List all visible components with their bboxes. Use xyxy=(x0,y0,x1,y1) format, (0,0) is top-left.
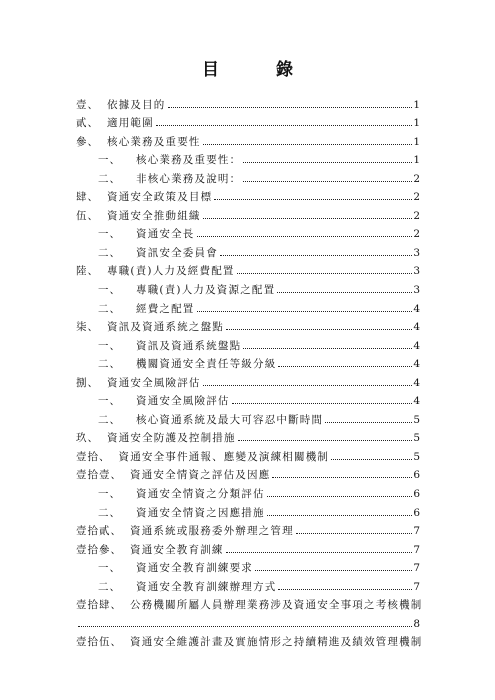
toc-entry[interactable] xyxy=(76,315,420,334)
toc-entry-page: 6 xyxy=(413,488,420,501)
toc-entry-title: 專職(責)人力及資源之配置 xyxy=(136,284,276,297)
toc-entry[interactable] xyxy=(76,259,420,278)
toc-entry-title: 資通安全政策及目標 xyxy=(107,191,213,204)
toc-entry-number: 壹拾壹、 xyxy=(76,469,122,482)
toc-dot-leader xyxy=(255,569,412,571)
toc-entry[interactable] xyxy=(76,222,420,241)
toc-dot-leader xyxy=(156,124,413,126)
toc-entry-page: 2 xyxy=(413,172,420,185)
toc-entry[interactable] xyxy=(76,481,420,500)
toc-entry-page: 6 xyxy=(413,506,420,519)
toc-entry-title: 依據及目的 xyxy=(107,98,166,111)
toc-entry-title: 資通安全情資之評估及因應 xyxy=(130,469,271,482)
toc-entry-number: 捌、 xyxy=(76,376,99,389)
toc-entry-number: 壹、 xyxy=(76,98,99,111)
toc-entry-number: 一、 xyxy=(98,284,121,297)
toc-dot-leader xyxy=(272,476,412,478)
toc-entry-title: 資訊及資通系統之盤點 xyxy=(107,321,224,334)
toc-entry-number: 二、 xyxy=(98,246,121,259)
toc-entry[interactable] xyxy=(76,111,420,130)
toc-entry[interactable] xyxy=(76,92,420,111)
toc-entry-title: 資通安全長 xyxy=(136,228,195,241)
toc-entry[interactable] xyxy=(76,389,420,408)
toc-entry-page: 8 xyxy=(413,617,420,630)
toc-dot-leader xyxy=(243,180,412,182)
toc-entry-number: 壹拾參、 xyxy=(76,543,122,556)
toc-dot-leader xyxy=(203,143,413,145)
toc-dot-leader xyxy=(325,421,412,423)
toc-entry-page: 6 xyxy=(413,469,420,482)
toc-entry-number: 玖、 xyxy=(76,432,99,445)
toc-entry[interactable] xyxy=(76,463,420,482)
toc-entry[interactable] xyxy=(76,556,420,575)
toc-dot-leader xyxy=(243,347,412,349)
table-of-contents xyxy=(76,92,423,649)
toc-entry-title: 適用範圍 xyxy=(107,117,154,130)
toc-entry[interactable] xyxy=(76,519,420,538)
toc-entry-title: 資通安全維護計畫及實施情形之持續精進及績效管理機制 xyxy=(130,636,423,649)
toc-entry-number: 二、 xyxy=(98,580,121,593)
toc-entry-title: 資通安全情資之因應措施 xyxy=(136,506,265,519)
toc-entry-page: 1 xyxy=(413,117,420,130)
toc-entry[interactable] xyxy=(76,593,423,612)
toc-entry-number: 二、 xyxy=(98,358,121,371)
toc-entry-number: 肆、 xyxy=(76,191,99,204)
toc-entry-number: 一、 xyxy=(98,395,121,408)
toc-entry-page: 1 xyxy=(413,135,420,148)
toc-entry-page: 7 xyxy=(413,562,420,575)
toc-entry-title: 資訊安全委員會 xyxy=(136,246,218,259)
toc-entry[interactable] xyxy=(76,240,420,259)
toc-dot-leader xyxy=(267,495,413,497)
toc-dot-leader xyxy=(214,198,412,200)
toc-entry-number: 壹拾、 xyxy=(76,450,111,463)
toc-entry-page: 4 xyxy=(413,302,420,315)
toc-entry[interactable] xyxy=(76,148,420,167)
toc-entry[interactable] xyxy=(76,352,420,371)
toc-dot-leader xyxy=(203,217,413,219)
toc-entry[interactable] xyxy=(76,296,420,315)
toc-dot-leader xyxy=(203,384,413,386)
toc-entry-title: 經費之配置 xyxy=(136,302,195,315)
toc-entry-number: 伍、 xyxy=(76,209,99,222)
toc-entry[interactable] xyxy=(76,333,420,352)
toc-dot-leader xyxy=(168,106,413,108)
toc-entry-page: 4 xyxy=(413,339,420,352)
toc-entry[interactable] xyxy=(76,277,420,296)
toc-entry-title: 資通安全情資之分類評估 xyxy=(136,488,265,501)
toc-entry-number: 一、 xyxy=(98,562,121,575)
toc-entry-number: 陸、 xyxy=(76,265,99,278)
toc-dot-leader xyxy=(267,514,413,516)
toc-entry-title: 核心業務及重要性： xyxy=(136,154,242,167)
toc-entry-page: 3 xyxy=(413,265,420,278)
toc-entry-title: 資通安全教育訓練 xyxy=(130,543,224,556)
toc-entry[interactable] xyxy=(76,537,420,556)
toc-entry-title: 專職(責)人力及經費配置 xyxy=(107,265,235,278)
toc-entry-number: 一、 xyxy=(98,488,121,501)
toc-entry-number: 壹拾伍、 xyxy=(76,636,122,649)
toc-dot-leader xyxy=(197,310,413,312)
toc-entry-number: 貳、 xyxy=(76,117,99,130)
toc-entry[interactable] xyxy=(76,574,420,593)
toc-entry-title: 非核心業務及說明： xyxy=(136,172,242,185)
toc-entry-page: 4 xyxy=(413,376,420,389)
toc-entry-title: 資通安全教育訓練要求 xyxy=(136,562,253,575)
toc-dot-leader xyxy=(78,625,412,627)
toc-dot-leader xyxy=(197,235,413,237)
toc-dot-leader xyxy=(237,272,413,274)
toc-entry-title: 資通安全推動組織 xyxy=(107,209,201,222)
toc-entry-page: 4 xyxy=(413,395,420,408)
toc-entry[interactable] xyxy=(76,203,420,222)
toc-entry-page: 2 xyxy=(413,191,420,204)
toc-entry-number: 一、 xyxy=(98,154,121,167)
toc-entry-title: 資訊及資通系統盤點 xyxy=(136,339,242,352)
toc-entry-page: 2 xyxy=(413,209,420,222)
toc-entry-number: 二、 xyxy=(98,172,121,185)
toc-entry-number: 二、 xyxy=(98,506,121,519)
toc-entry-title: 資通安全風險評估 xyxy=(136,395,230,408)
toc-entry[interactable] xyxy=(76,426,420,445)
toc-entry-page: 4 xyxy=(413,358,420,371)
toc-entry[interactable] xyxy=(76,611,420,630)
toc-dot-leader xyxy=(296,532,413,534)
toc-entry-number: 一、 xyxy=(98,339,121,352)
toc-entry-number: 柒、 xyxy=(76,321,99,334)
toc-entry-page: 7 xyxy=(413,580,420,593)
toc-entry-page: 1 xyxy=(413,98,420,111)
toc-entry-title: 資通安全事件通報、應變及演練相關機制 xyxy=(118,450,330,463)
toc-entry-page: 5 xyxy=(413,432,420,445)
toc-entry[interactable] xyxy=(76,370,420,389)
toc-dot-leader xyxy=(243,161,412,163)
toc-entry-number: 一、 xyxy=(98,228,121,241)
toc-entry-title: 核心業務及重要性 xyxy=(107,135,201,148)
toc-entry-page: 1 xyxy=(413,154,420,167)
toc-entry-title: 資通安全教育訓練辦理方式 xyxy=(136,580,277,593)
toc-entry-title: 資通安全防護及控制措施 xyxy=(107,432,236,445)
toc-entry-title: 資通安全風險評估 xyxy=(107,376,201,389)
toc-entry-title: 公務機關所屬人員辦理業務涉及資通安全事項之考核機制 xyxy=(130,599,423,612)
toc-entry-number: 壹拾肆、 xyxy=(76,599,122,612)
toc-entry-page: 3 xyxy=(413,246,420,259)
toc-entry[interactable] xyxy=(76,630,423,649)
page-title: 目 錄 xyxy=(202,60,313,80)
toc-entry-page: 7 xyxy=(413,525,420,538)
toc-entry-title: 資通系統或服務委外辦理之管理 xyxy=(130,525,294,538)
toc-entry-title: 機關資通安全責任等級分級 xyxy=(136,358,277,371)
toc-entry-page: 5 xyxy=(413,450,420,463)
toc-dot-leader xyxy=(278,365,412,367)
toc-entry[interactable] xyxy=(76,444,420,463)
toc-entry[interactable] xyxy=(76,500,420,519)
toc-entry[interactable] xyxy=(76,129,420,148)
toc-entry[interactable] xyxy=(76,407,420,426)
toc-entry-title: 核心資通系統及最大可容忍中斷時間 xyxy=(136,413,324,426)
toc-entry-page: 4 xyxy=(413,321,420,334)
toc-dot-leader xyxy=(238,439,413,441)
toc-entry-page: 5 xyxy=(413,413,420,426)
toc-entry-page: 2 xyxy=(413,228,420,241)
toc-entry[interactable] xyxy=(76,166,420,185)
toc-entry[interactable] xyxy=(76,185,420,204)
toc-dot-leader xyxy=(278,588,412,590)
toc-entry-number: 壹拾貳、 xyxy=(76,525,122,538)
toc-dot-leader xyxy=(331,458,412,460)
toc-dot-leader xyxy=(226,551,413,553)
toc-entry-number: 參、 xyxy=(76,135,99,148)
toc-entry-page: 7 xyxy=(413,543,420,556)
toc-entry-number: 二、 xyxy=(98,413,121,426)
toc-dot-leader xyxy=(232,402,413,404)
toc-dot-leader xyxy=(220,254,412,256)
toc-entry-page: 3 xyxy=(413,284,420,297)
toc-entry-number: 二、 xyxy=(98,302,121,315)
toc-dot-leader xyxy=(226,328,412,330)
toc-dot-leader xyxy=(277,291,412,293)
